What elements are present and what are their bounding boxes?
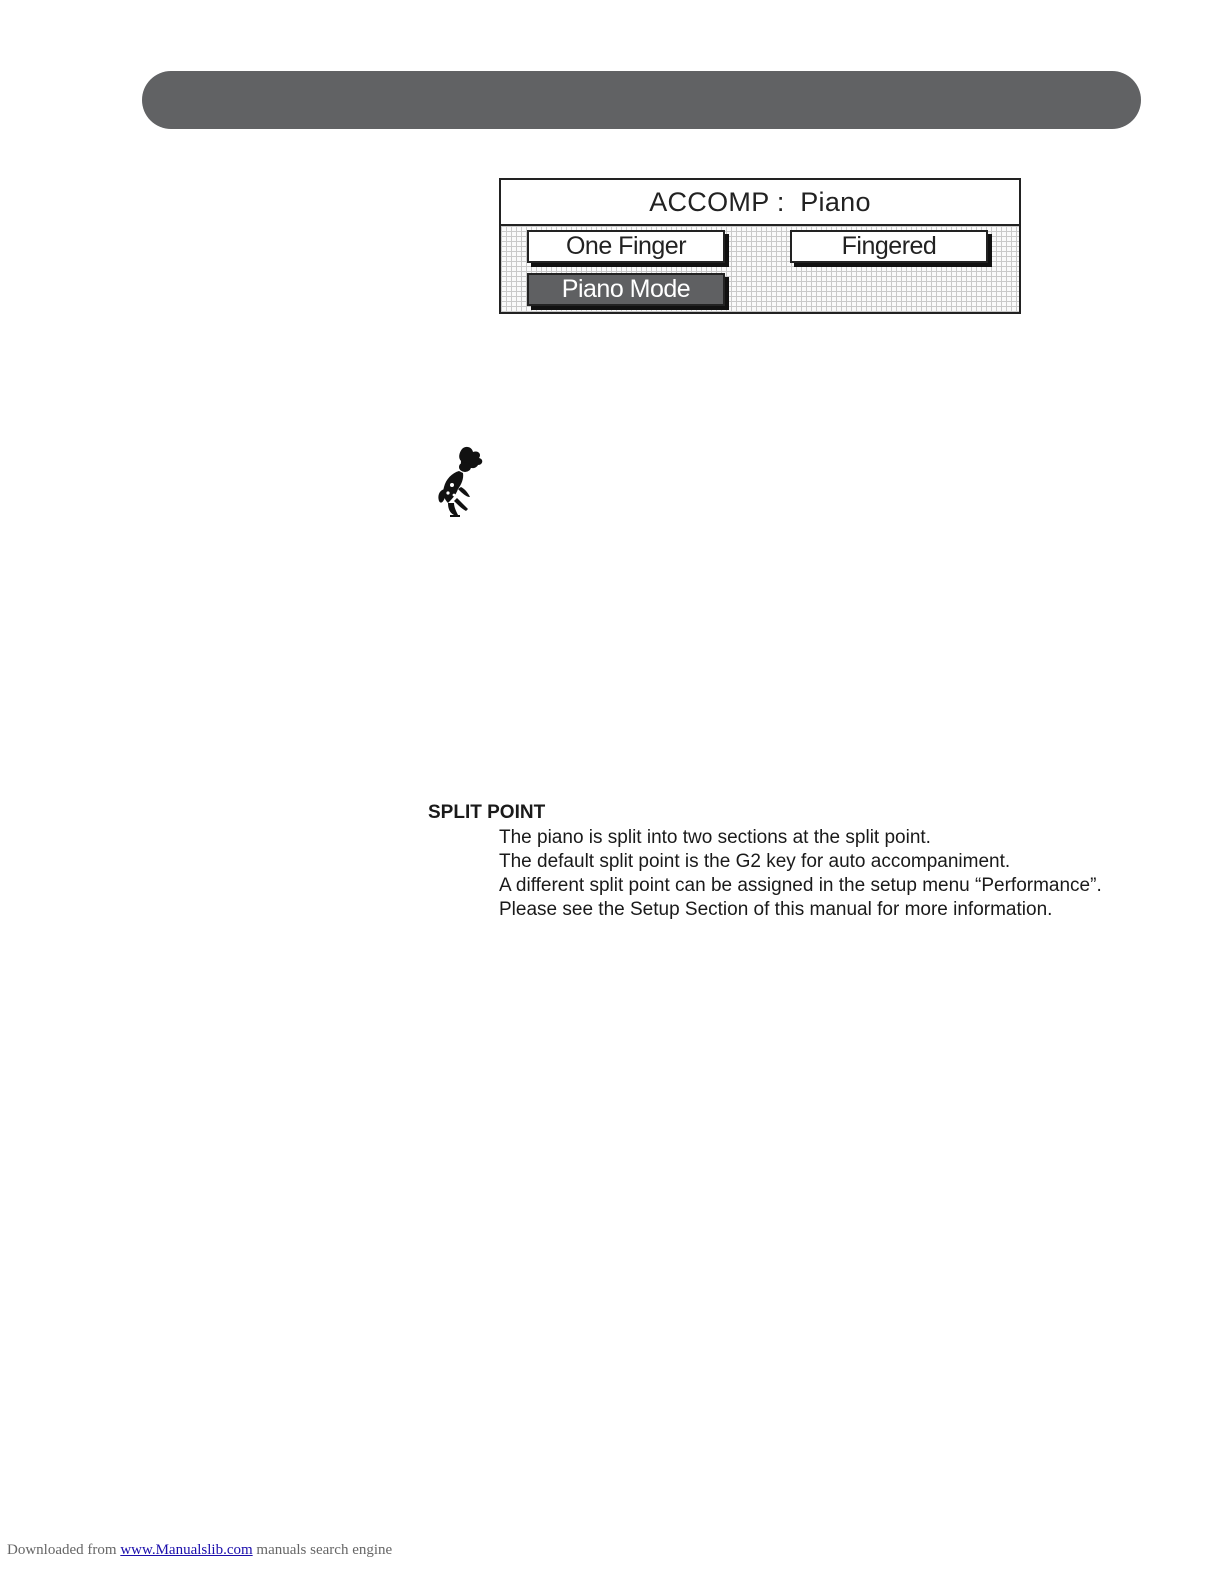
section-heading: SPLIT POINT xyxy=(428,802,546,823)
body-line: A different split point can be assigned in the setup menu “Performance”. xyxy=(499,875,1102,896)
lcd-display xyxy=(499,178,1021,314)
header-bar xyxy=(142,71,1141,129)
body-line: The piano is split into two sections at the split point. xyxy=(499,827,931,848)
body-line: The default split point is the G2 key for auto accompaniment. xyxy=(499,851,1011,872)
manualslib-link[interactable]: www.Manualslib.com xyxy=(120,1542,253,1558)
lcd-button-grid xyxy=(501,226,1019,312)
fingered-button[interactable]: Fingered xyxy=(790,230,988,263)
lcd-title: ACCOMP : Piano xyxy=(501,180,1019,226)
split-point-description xyxy=(499,826,1179,922)
body-line: Please see the Setup Section of this manual for more information. xyxy=(499,899,1053,920)
footer-suffix: manuals search engine xyxy=(252,1542,393,1558)
kokopelli-icon xyxy=(432,445,486,519)
footer xyxy=(7,1542,392,1559)
piano-mode-button[interactable]: Piano Mode xyxy=(527,273,725,306)
one-finger-button[interactable]: One Finger xyxy=(527,230,725,263)
footer-prefix: Downloaded from xyxy=(7,1542,121,1558)
